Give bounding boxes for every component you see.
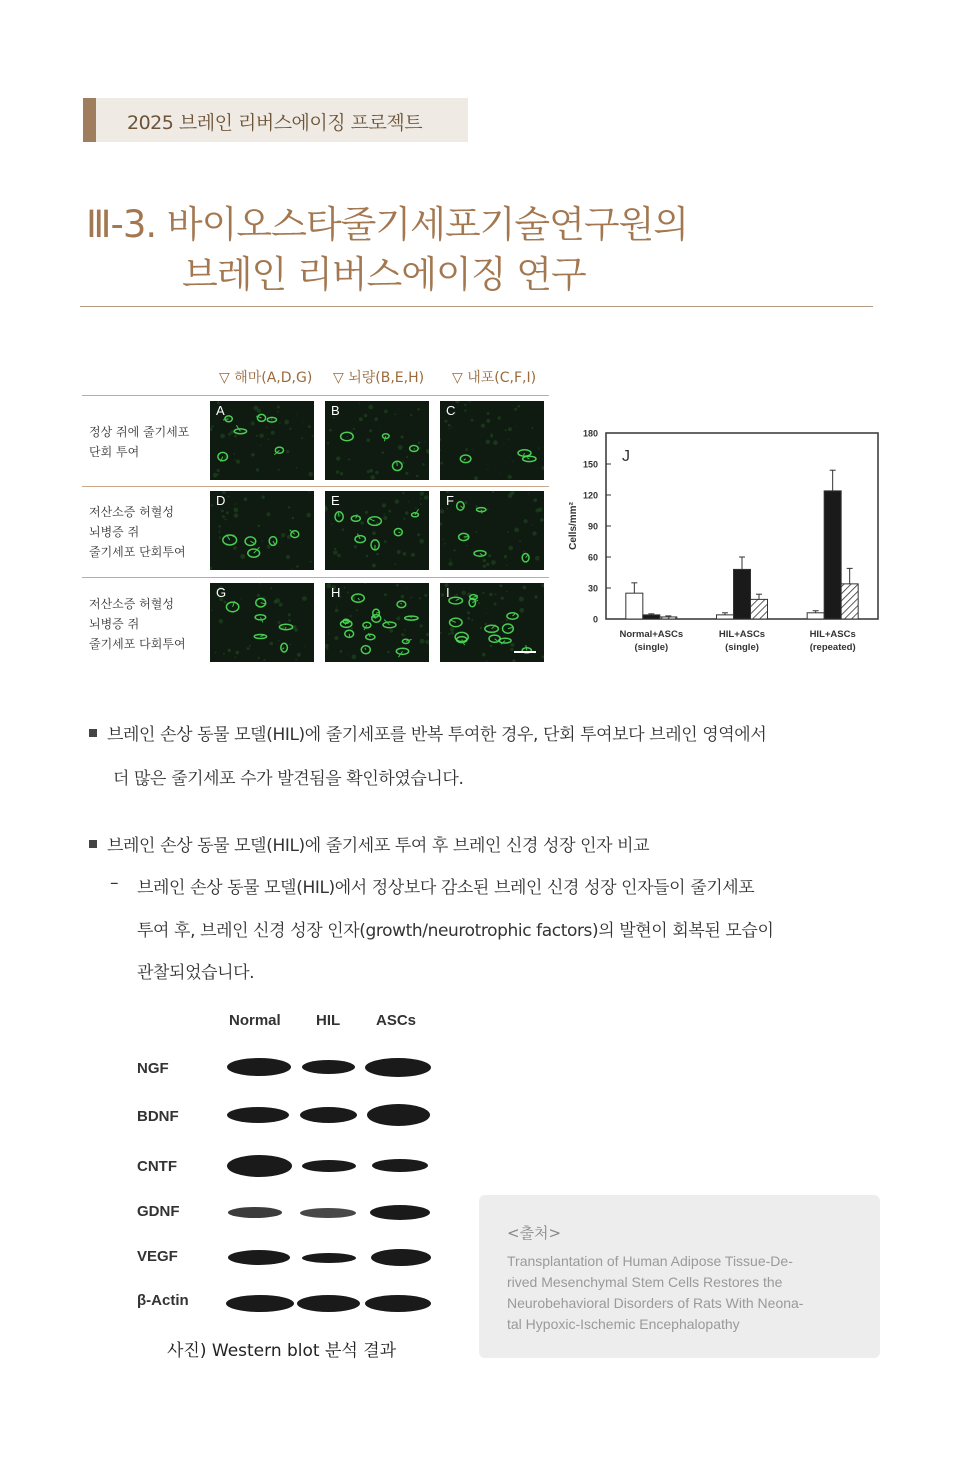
- bar: [626, 593, 643, 619]
- title-line-1: Ⅲ-3. 바이오스타줄기세포기술연구원의: [86, 203, 689, 246]
- blot-band: [302, 1160, 356, 1172]
- panel-letter: D: [216, 493, 226, 508]
- micrograph-panel-h: [325, 583, 429, 662]
- y-tick-label: 60: [587, 552, 598, 563]
- column-header-corpus-callosum: ▽ 뇌량(B,E,H): [333, 370, 425, 386]
- y-tick-label: 180: [582, 428, 598, 439]
- wb-row-ngf: NGF: [137, 1060, 169, 1077]
- blot-band: [300, 1208, 356, 1218]
- sub-bullet-line-2: 투여 후, 브레인 신경 성장 인자(growth/neurotrophic factors)의 발현이 회복된 모습이: [137, 921, 774, 941]
- bullet-1-line-1: 브레인 손상 동물 모델(HIL)에 줄기세포를 반복 투여한 경우, 단회 투여보다 브레인 영역에서: [89, 720, 766, 745]
- x-group-label: HIL+ASCs: [809, 629, 856, 640]
- x-group-label: HIL+ASCs: [718, 629, 766, 640]
- blot-band: [302, 1253, 356, 1263]
- micrograph-panel-c: [440, 401, 544, 480]
- micrograph-panel-b: [325, 401, 429, 480]
- wb-column-normal: Normal: [229, 1012, 281, 1029]
- bar-chart-svg: [560, 422, 890, 672]
- micrograph-panel-e: [325, 491, 429, 570]
- header-accent-bar: [83, 98, 96, 142]
- bar: [643, 615, 660, 619]
- x-group-sublabel: (repeated): [809, 642, 856, 653]
- x-group-label: Normal+ASCs: [619, 629, 684, 640]
- y-tick-label: 150: [582, 459, 598, 470]
- panel-letter: B: [331, 403, 340, 418]
- row-divider: [82, 486, 549, 487]
- panel-letter: H: [331, 585, 341, 600]
- section-header-tab: [83, 98, 468, 142]
- source-citation: Transplantation of Human Adipose Tissue-De- rived Mesenchymal Stem Cells Restores the Neurobehavioral Disorders of Rats With Neona- tal Hypoxic-Ischemic Encephalopathy: [507, 1253, 804, 1332]
- square-bullet-icon: [89, 840, 97, 848]
- panel-letter: A: [216, 403, 225, 418]
- micrograph-panel-i: [440, 583, 544, 662]
- source-box: [479, 1195, 880, 1358]
- wb-column-ascs: ASCs: [376, 1012, 417, 1029]
- page-title: [86, 200, 688, 300]
- blot-band: [227, 1058, 291, 1076]
- bar: [807, 613, 824, 619]
- bar: [734, 569, 751, 619]
- blot-band: [370, 1205, 430, 1220]
- blot-band: [226, 1295, 294, 1312]
- micrograph-panel-f: [440, 491, 544, 570]
- blot-band: [365, 1295, 431, 1312]
- wb-row-vegf: VEGF: [137, 1248, 178, 1265]
- western-blot-caption: 사진) Western blot 분석 결과: [167, 1341, 397, 1361]
- bar: [824, 491, 841, 619]
- panel-label-j: J: [622, 448, 630, 465]
- blot-band: [300, 1107, 357, 1123]
- micrograph-panel-g: [210, 583, 314, 662]
- blot-band: [372, 1159, 428, 1172]
- bar: [660, 617, 677, 619]
- bar: [751, 599, 768, 619]
- y-tick-label: 120: [582, 490, 598, 501]
- blot-band: [302, 1060, 355, 1074]
- wb-row-gdnf: GDNF: [137, 1203, 180, 1220]
- blot-band: [228, 1250, 290, 1265]
- panel-letter: E: [331, 493, 340, 508]
- column-header-internal-capsule: ▽ 내포(C,F,I): [452, 370, 537, 386]
- blot-band: [367, 1104, 430, 1126]
- wb-row-cntf: CNTF: [137, 1158, 177, 1175]
- bullet-1-line-2: 더 많은 줄기세포 수가 발견됨을 확인하였습니다.: [113, 769, 464, 789]
- x-group-sublabel: (single): [634, 642, 669, 653]
- panel-letter: G: [216, 585, 227, 600]
- bullet-2: 브레인 손상 동물 모델(HIL)에 줄기세포 투여 후 브레인 신경 성장 인자 비교: [89, 831, 649, 856]
- x-group-sublabel: (single): [725, 642, 759, 653]
- micrograph-panel-d: [210, 491, 314, 570]
- panel-letter: C: [446, 403, 456, 418]
- source-heading: <출처>: [507, 1224, 562, 1242]
- wb-column-hil: HIL: [316, 1012, 341, 1029]
- title-divider: [80, 306, 873, 307]
- blot-band: [228, 1207, 282, 1218]
- row-divider: [82, 395, 549, 396]
- wb-row-bdnf: BDNF: [137, 1108, 179, 1125]
- column-header-hippocampus: ▽ 해마(A,D,G): [219, 370, 313, 386]
- y-axis-label: Cells/mm²: [568, 502, 579, 550]
- y-tick-label: 90: [587, 521, 598, 532]
- panel-letter: I: [446, 585, 450, 600]
- bar: [841, 584, 858, 619]
- title-line-2: 브레인 리버스에이징 연구: [182, 253, 586, 296]
- header-tab-text: 2025 브레인 리버스에이징 프로젝트: [127, 112, 423, 134]
- wb-row-beta-actin: β-Actin: [137, 1292, 189, 1309]
- blot-band: [297, 1295, 360, 1312]
- blot-band: [227, 1155, 292, 1177]
- panel-letter: F: [446, 493, 454, 508]
- square-bullet-icon: [89, 729, 97, 737]
- sub-bullet-line-3: 관찰되었습니다.: [137, 963, 255, 983]
- y-tick-label: 30: [587, 583, 598, 594]
- dash-marker: –: [110, 873, 119, 893]
- bar: [717, 615, 734, 619]
- blot-band: [371, 1249, 431, 1266]
- row-divider: [82, 577, 549, 578]
- row-label-3: 저산소증 허혈성 뇌병증 쥐 줄기세포 다회투여: [89, 597, 186, 651]
- cell-count-bar-chart: [560, 422, 890, 672]
- sub-bullet-line-1: 브레인 손상 동물 모델(HIL)에서 정상보다 감소된 브레인 신경 성장 인자들이 줄기세포: [137, 878, 755, 898]
- micrograph-panel-a: [210, 401, 314, 480]
- row-label-1: 정상 쥐에 줄기세포 단회 투여: [89, 425, 190, 459]
- y-tick-label: 0: [592, 614, 598, 625]
- blot-band: [365, 1058, 431, 1077]
- blot-band: [227, 1107, 289, 1123]
- row-label-2: 저산소증 허혈성 뇌병증 쥐 줄기세포 단회투여: [89, 505, 186, 559]
